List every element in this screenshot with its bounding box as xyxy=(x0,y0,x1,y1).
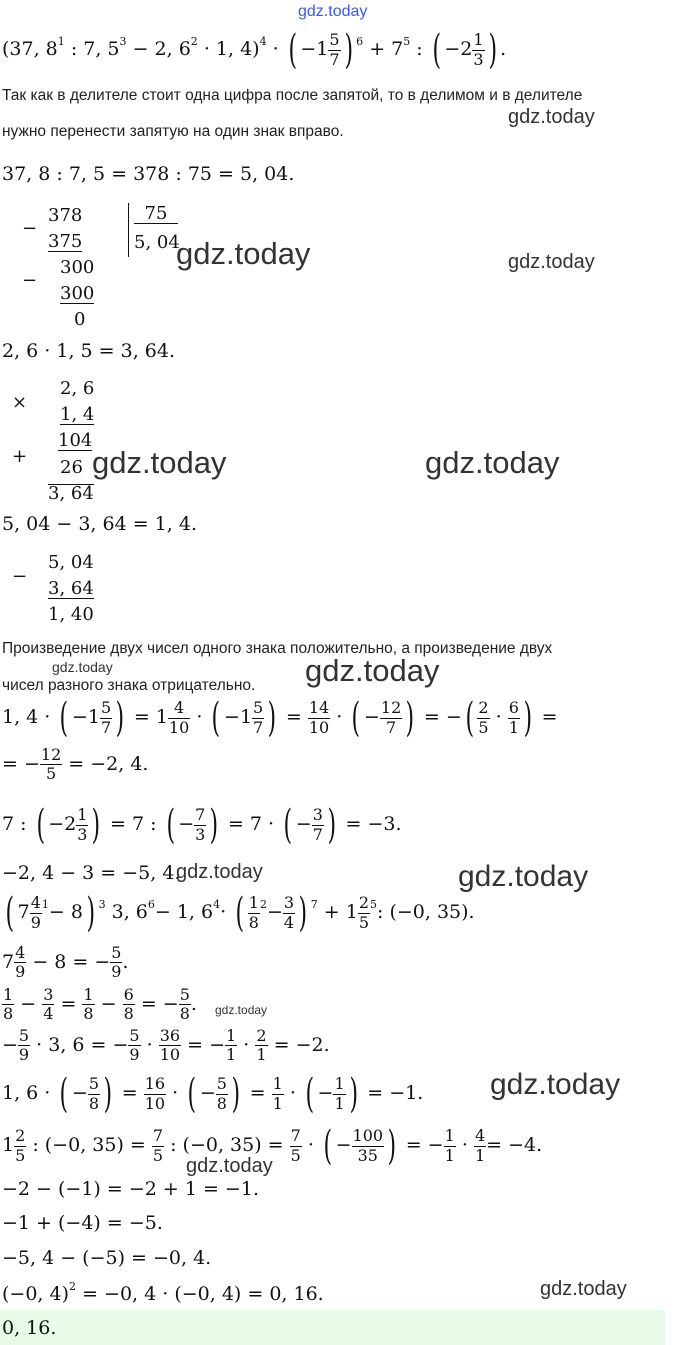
digit-row: 104 xyxy=(58,430,93,451)
operator: − xyxy=(12,566,28,587)
watermark: gdz.today xyxy=(540,1278,627,1300)
expr-part: −1 xyxy=(300,38,329,60)
step-number: 6 xyxy=(356,35,364,48)
digit-row: 5, 04 xyxy=(48,552,94,573)
equation: = − $\frac{12}{5}$ = −2, 4. xyxy=(2,745,149,784)
watermark: gdz.today xyxy=(52,659,113,675)
equation: 7 $\frac{4}{9}$ − 8 = − $\frac{5}{9}$ . xyxy=(2,943,129,982)
expr-part: − 2, 6 xyxy=(132,38,191,60)
digit-row: 0 xyxy=(74,309,86,330)
operator: − xyxy=(22,218,38,239)
expr-part: + 7 xyxy=(369,38,404,60)
expr-part: −2 xyxy=(444,38,473,60)
equation: 1, 6 · ( − $\frac{5}{8}$ ) = $\frac{16}{10}$ · ( − $\frac{5}{8}$ ) = $\frac{1}{1}$ · ( − $\frac{1}{1}$ ) = −1. xyxy=(2,1071,424,1117)
watermark: gdz.today xyxy=(186,1155,273,1177)
explanation-text: Произведение двух чисел одного знака положительно, а произведение двух xyxy=(2,640,553,657)
digit-row: 2, 6 xyxy=(60,378,95,399)
explanation-text: чисел разного знака отрицательно. xyxy=(2,677,256,694)
watermark: gdz.today xyxy=(425,445,560,480)
digit-row: 26 xyxy=(60,457,83,478)
digit-row: 1, 40 xyxy=(48,604,94,625)
equation: −5, 4 − (−5) = −0, 4. xyxy=(2,1247,212,1269)
watermark: gdz.today xyxy=(508,106,595,128)
digit-row: 1, 4 xyxy=(60,404,95,425)
watermark: gdz.today xyxy=(176,861,263,883)
answer-box xyxy=(0,1310,665,1345)
equation: 2, 6 · 1, 5 = 3, 64. xyxy=(2,340,176,362)
operator: − xyxy=(22,270,38,291)
step-number: 1 xyxy=(57,35,65,48)
fraction: $\frac{1}{3}$ xyxy=(473,30,484,69)
watermark: gdz.today xyxy=(298,3,368,20)
expr-part: · 1, 4) xyxy=(203,38,260,60)
equation: 7 : ( −2 $\frac{1}{3}$ ) = 7 : ( − $\frac{7}{3}$ ) = 7 · ( − $\frac{3}{7}$ ) = −3. xyxy=(2,802,402,848)
watermark: gdz.today xyxy=(458,860,589,893)
expr-part: : xyxy=(416,38,423,60)
watermark: gdz.today xyxy=(176,236,311,271)
equation: 37, 8 : 7, 5 = 378 : 75 = 5, 04. xyxy=(2,163,295,185)
watermark: gdz.today xyxy=(305,653,440,688)
equation: 1, 4 · ( −1 $\frac{5}{7}$ ) = 1 $\frac{4}{10}$ · ( −1 $\frac{5}{7}$ ) = $\frac{14}{10}$ · ( − $\frac{12}{7}$ ) = −( $\frac{2}{5}$ · $\frac{6}{1}$ ) = xyxy=(2,695,558,741)
step-number: 4 xyxy=(259,35,267,48)
answer: 0, 16. xyxy=(2,1317,57,1339)
digit-row: 3, 64 xyxy=(48,483,94,504)
watermark: gdz.today xyxy=(215,1003,268,1017)
operator: + xyxy=(12,446,28,467)
explanation-text: нужно перенести запятую на один знак вправо. xyxy=(2,123,344,140)
equation: 5, 04 − 3, 64 = 1, 4. xyxy=(2,513,197,535)
step-number: 2 xyxy=(190,35,198,48)
expr-part: · xyxy=(272,38,279,60)
explanation-text: Так как в делителе стоит одна цифра после запятой, то в делимом и в делителе xyxy=(2,87,583,104)
operator: × xyxy=(12,392,28,413)
digit-row: 378 xyxy=(48,205,83,226)
digit-row: 3, 64 xyxy=(48,578,94,599)
step-number: 3 xyxy=(119,35,127,48)
equation: −2 − (−1) = −2 + 1 = −1. xyxy=(2,1178,259,1200)
equation: $\frac{1}{8}$ − $\frac{3}{4}$ = $\frac{1}{8}$ − $\frac{6}{8}$ = − $\frac{5}{8}$ . xyxy=(3,985,197,1024)
equation: ( 7 $\frac{4}{9}$ $^1$− 8) $^3$ 3, $6^6- 1$, $6^4\cdot$ ( $\frac{1}{8}$ $^2$− $\frac{3}{4}$ ) $^7$ + 1 $\frac{2}{5}$ $^5$: (−0, 35). xyxy=(5,890,475,936)
equation: 1 $\frac{2}{5}$ : (−0, 35) = $\frac{7}{5}$ : (−0, 35) = $\frac{7}{5}$ · ( − $\frac{100}{35}$ ) = − $\frac{1}{1}$ · $\frac{4}{1}$ = −4. xyxy=(2,1123,543,1169)
watermark: gdz.today xyxy=(508,251,595,273)
expr-part: (37, 8 xyxy=(2,38,58,60)
step-number: 5 xyxy=(403,35,411,48)
equation: −2, 4 − 3 = −5, 4. xyxy=(2,862,181,884)
equation: (−0, 4)$^2$ = −0, 4 · (−0, 4) = 0, 16. xyxy=(2,1280,324,1305)
digit-row: 300 xyxy=(60,283,95,304)
digit-row: 300 xyxy=(60,257,95,278)
expr-part: : 7, 5 xyxy=(70,38,120,60)
quotient: 5, 04 xyxy=(134,232,180,253)
watermark: gdz.today xyxy=(490,1068,621,1101)
fraction: $\frac{5}{7}$ xyxy=(329,30,340,69)
digit-row: 375 xyxy=(48,231,83,252)
equation: − $\frac{5}{9}$ · 3, 6 = − $\frac{5}{9}$ · $\frac{36}{10}$ = − $\frac{1}{1}$ · $\frac{2}{1}$ = −2. xyxy=(2,1026,330,1065)
watermark: gdz.today xyxy=(92,445,227,480)
problem-expression: (37, $8^1$ : 7, $5^3 - 2$, $6^2 \cdot 1$, 4)$^4$ · ( −1 $\frac{5}{7}$ ) $^6 + 7^5$ : ( −2 $\frac{1}{3}$ ) . xyxy=(2,27,507,73)
divisor: 75 xyxy=(134,205,178,224)
equation: −1 + (−4) = −5. xyxy=(2,1212,163,1234)
